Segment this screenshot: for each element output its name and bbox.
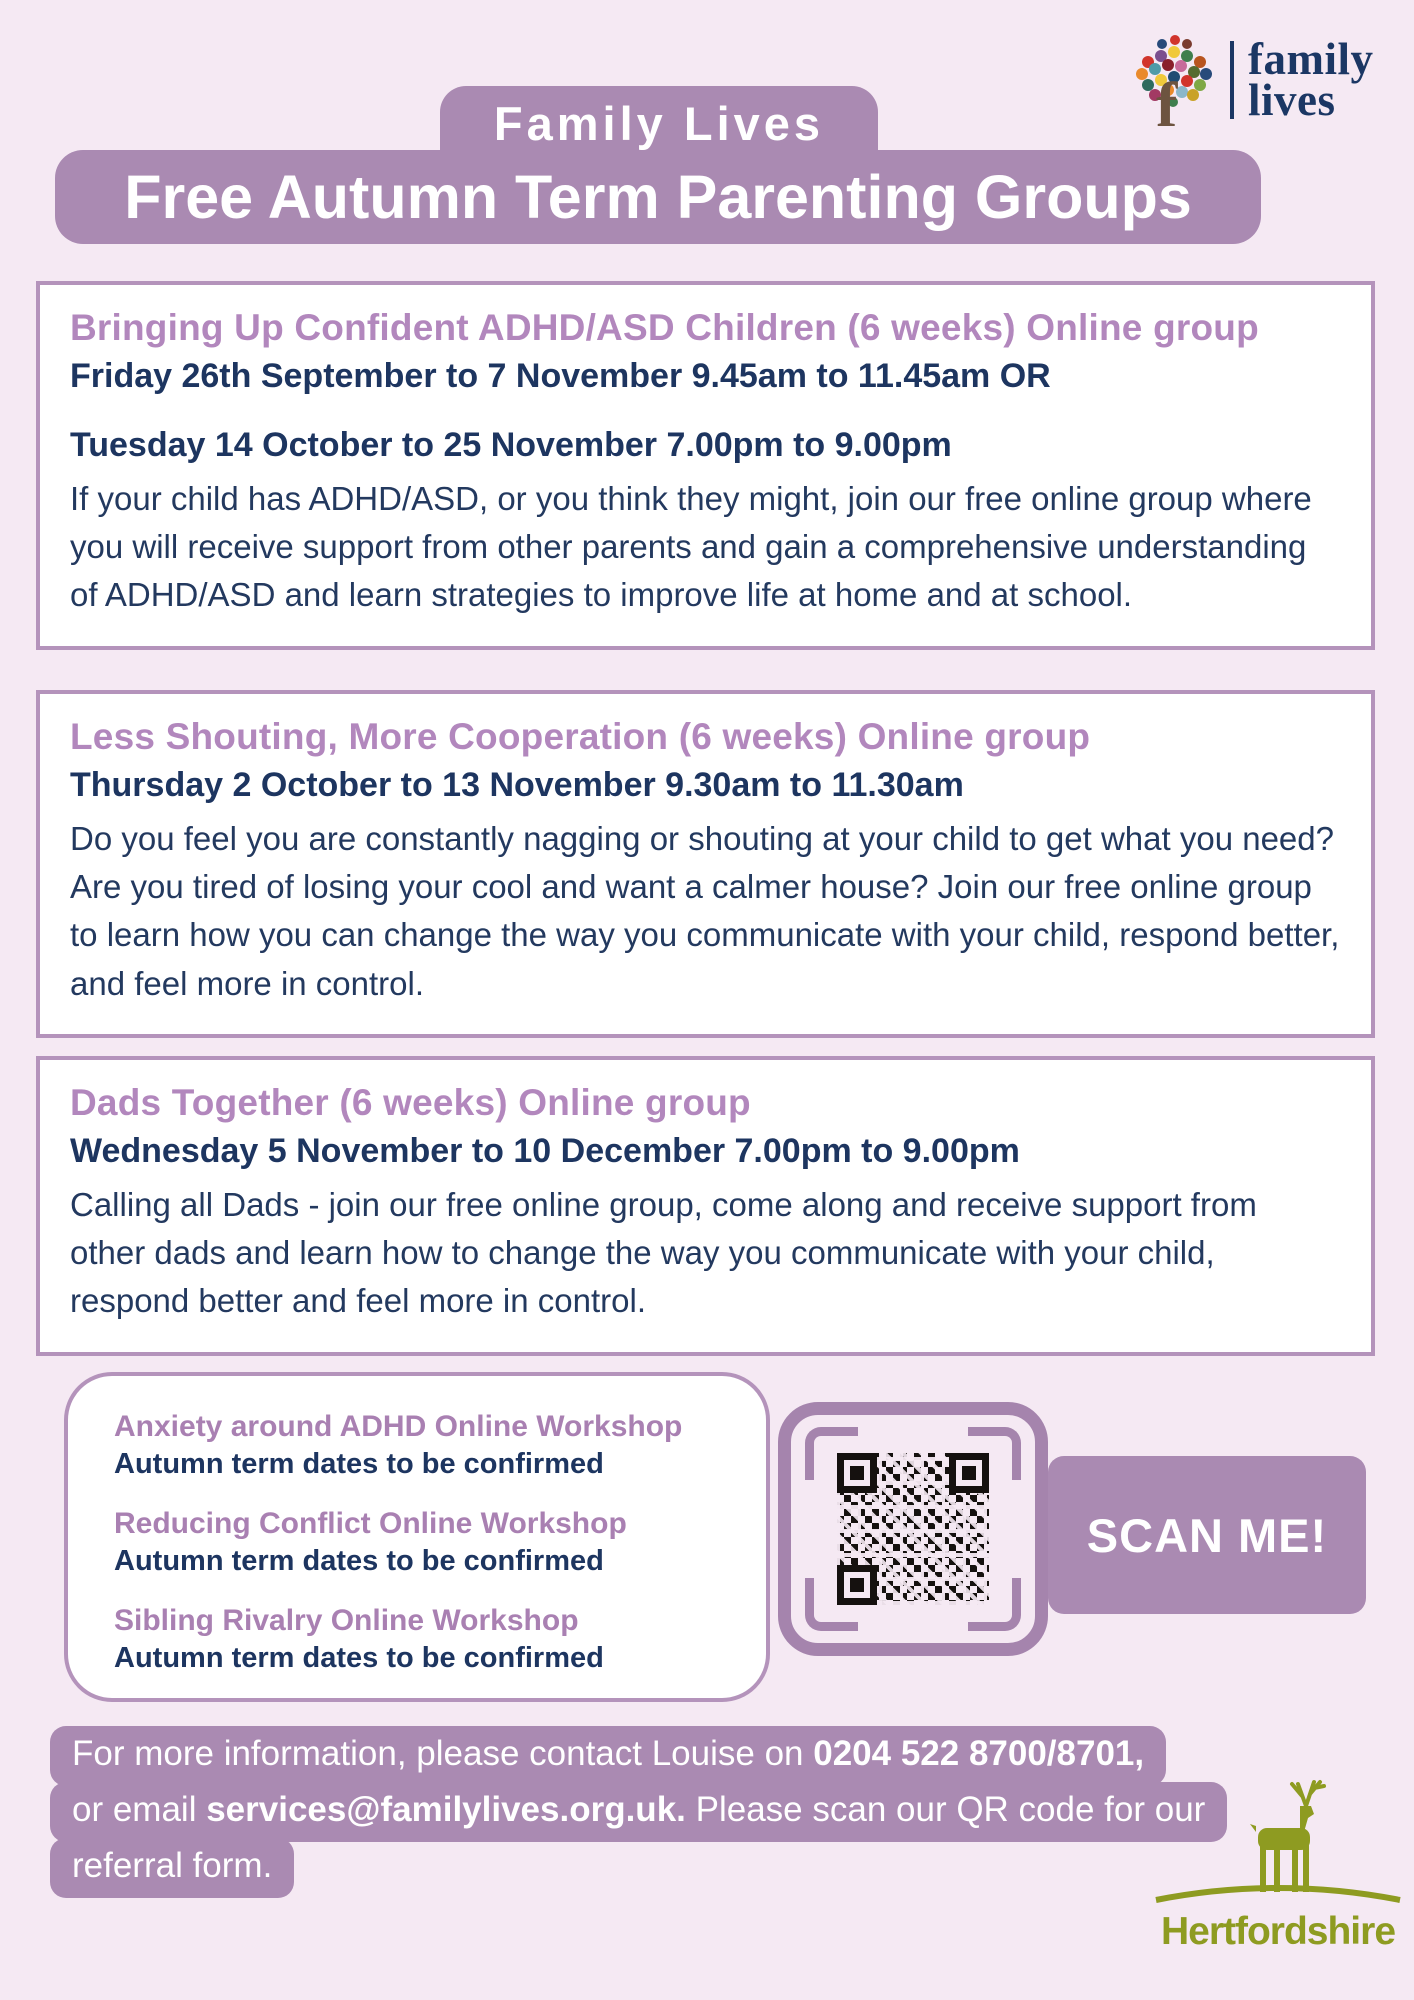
logo-wordmark — [1248, 34, 1374, 125]
workshop-dates: Autumn term dates to be confirmed — [114, 1448, 604, 1480]
qr-frame — [778, 1402, 1048, 1656]
contact-text: or email — [72, 1790, 207, 1829]
contact-text: referral form. — [72, 1846, 273, 1885]
family-lives-tree-icon — [1126, 28, 1222, 132]
contact-text: For more information, please contact Louise on — [72, 1734, 814, 1773]
group-date-1: Friday 26th September to 7 November 9.45am to 11.45am OR — [70, 357, 1051, 395]
contact-line-1 — [50, 1726, 1166, 1786]
group-box-dads-together — [36, 1056, 1375, 1356]
workshops-box — [64, 1372, 770, 1702]
group-title: Bringing Up Confident ADHD/ASD Children (6 weeks) Online group — [70, 307, 1259, 348]
scan-me-banner — [1048, 1456, 1366, 1614]
family-lives-logo — [1126, 28, 1406, 132]
qr-finder-icon — [837, 1565, 877, 1605]
date-gap — [70, 396, 1341, 426]
group-title: Less Shouting, More Cooperation (6 weeks) Online group — [70, 716, 1091, 757]
logo-word-family: family — [1248, 34, 1374, 84]
contact-text: Please scan our QR code for our — [685, 1790, 1206, 1829]
logo-word-lives: lives — [1248, 75, 1336, 125]
banner-line2: Free Autumn Term Parenting Groups — [124, 163, 1192, 231]
group-date-2: Tuesday 14 October to 25 November 7.00pm to 9.00pm — [70, 426, 952, 464]
logo-divider — [1230, 41, 1234, 119]
scan-me-label: SCAN ME! — [1086, 1508, 1328, 1562]
svg-text:f: f — [1156, 69, 1178, 132]
contact-line-2 — [50, 1782, 1227, 1842]
workshop-title: Sibling Rivalry Online Workshop — [114, 1604, 579, 1637]
contact-email: services@familylives.org.uk. — [206, 1790, 686, 1829]
workshop-title: Reducing Conflict Online Workshop — [114, 1507, 627, 1540]
hertfordshire-label: Hertfordshire — [1160, 1910, 1396, 1953]
banner-line1: Family Lives — [493, 97, 825, 150]
qr-finder-icon — [837, 1453, 877, 1493]
workshop-dates: Autumn term dates to be confirmed — [114, 1642, 604, 1674]
group-date-1: Wednesday 5 November to 10 December 7.00pm to 9.00pm — [70, 1132, 1020, 1170]
qr-code — [837, 1453, 989, 1605]
contact-info — [50, 1730, 1227, 1898]
group-description: If your child has ADHD/ASD, or you think they might, join our free online group where you will receive support from other parents and gain a comprehensive understanding of ADHD/ASD and learn strategies to improve life at home and at school. — [70, 480, 1312, 614]
contact-phone: 0204 522 8700/8701, — [813, 1734, 1145, 1773]
group-description: Calling all Dads - join our free online group, come along and receive support from other dads and learn how to change the way you communicate with your child, respond better and feel more in control. — [70, 1186, 1257, 1320]
workshop-title: Anxiety around ADHD Online Workshop — [114, 1410, 683, 1443]
qr-finder-icon — [949, 1453, 989, 1493]
banner-free-autumn-term — [55, 150, 1261, 244]
group-box-adhd-asd — [36, 281, 1375, 650]
group-title: Dads Together (6 weeks) Online group — [70, 1082, 751, 1123]
contact-line-3 — [50, 1838, 294, 1898]
group-description: Do you feel you are constantly nagging or shouting at your child to get what you need? Are you tired of losing your cool and want a calmer house? Join our free online group to learn how you can change the way you communicate with your child, respond better, and feel more in control. — [70, 820, 1340, 1002]
group-date-1: Thursday 2 October to 13 November 9.30am to 11.30am — [70, 766, 964, 804]
group-box-less-shouting — [36, 690, 1375, 1038]
workshop-dates: Autumn term dates to be confirmed — [114, 1545, 604, 1577]
